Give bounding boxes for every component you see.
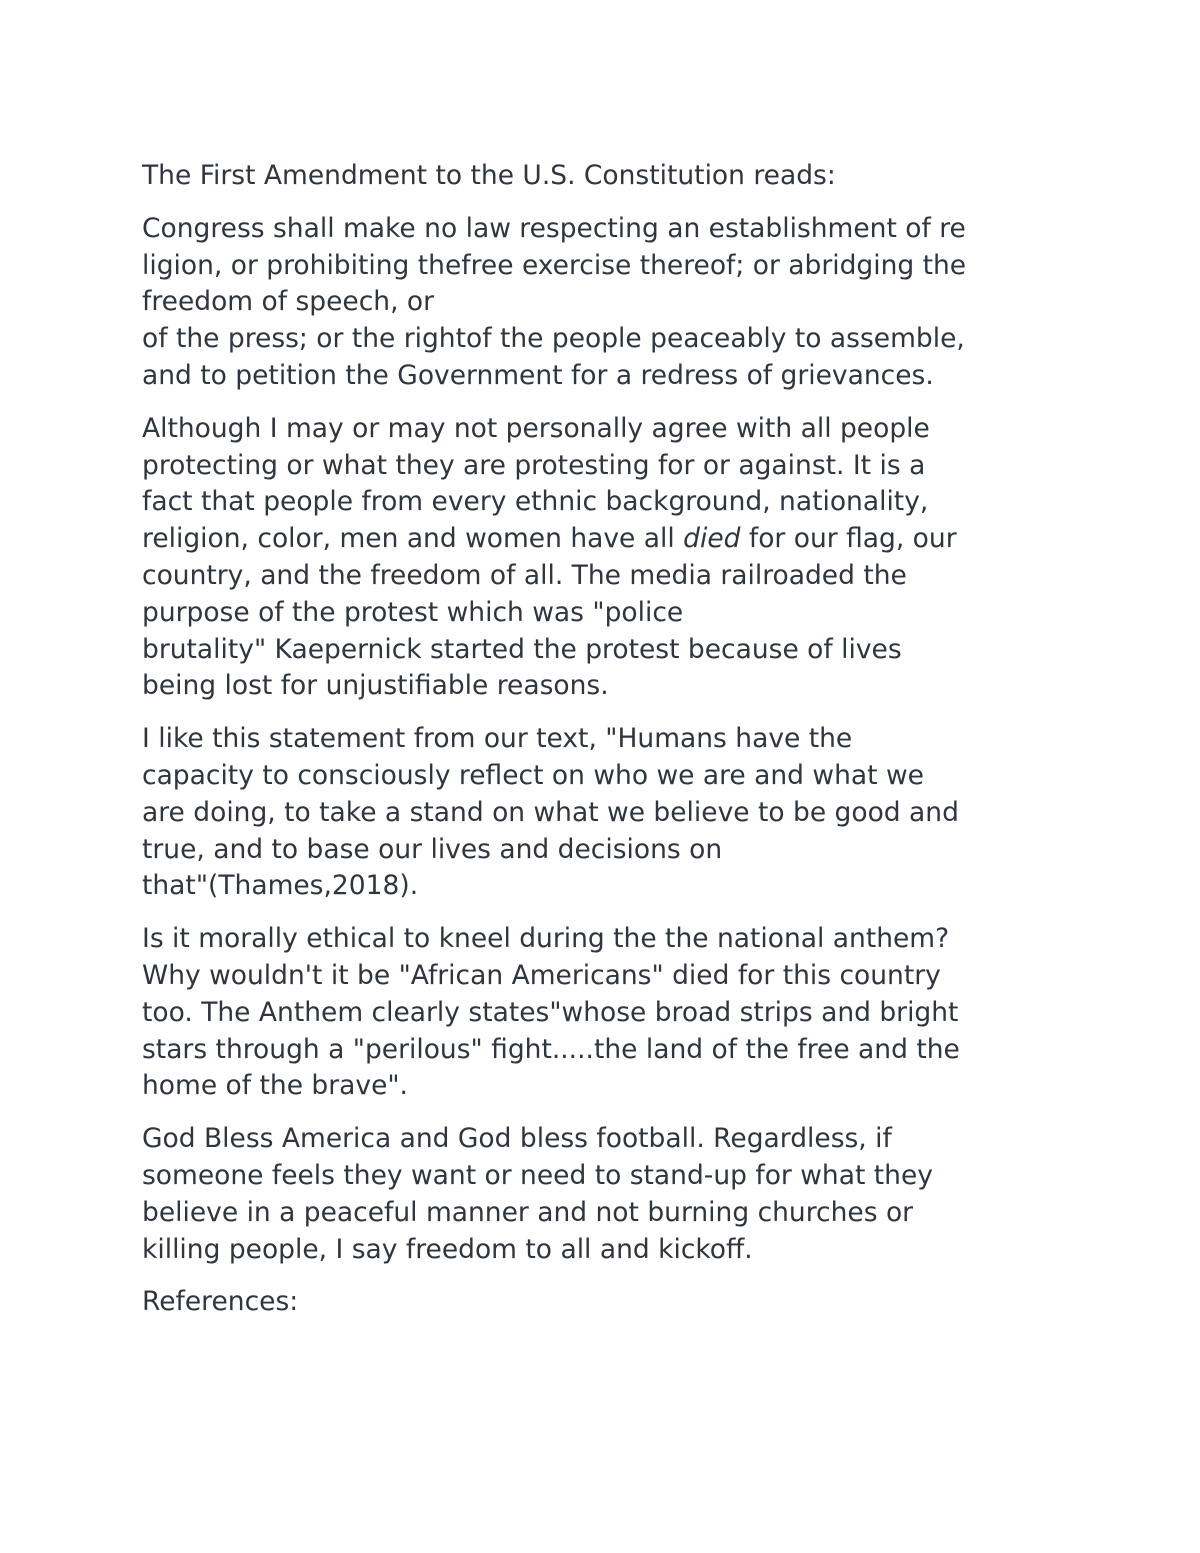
paragraph-line: true, and to base our lives and decisions on (142, 833, 723, 865)
anthem-paragraph (142, 921, 1072, 1105)
paragraph-line: believe in a peaceful manner and not burning churches or (142, 1196, 914, 1228)
paragraph-line: God Bless America and God bless football. Regardless, if (142, 1123, 892, 1155)
closing-paragraph (142, 1121, 1072, 1268)
line-text: religion, color, men and women have all (142, 523, 684, 555)
paragraph-line: fact that people from every ethnic background, nationality, (142, 486, 929, 518)
line-text: for our flag, our (740, 523, 957, 555)
references-label: References: (142, 1286, 299, 1318)
quote-line: of the press; or the rightof the people peaceably to assemble, (142, 323, 965, 355)
paragraph-line: country, and the freedom of all. The media railroaded the (142, 559, 907, 591)
paragraph-line: brutality" Kaepernick started the protest because of lives (142, 633, 902, 665)
paragraph-line: Is it morally ethical to kneel during the the national anthem? (142, 923, 950, 955)
paragraph-line: Why wouldn't it be "African Americans" died for this country (142, 959, 941, 991)
paragraph-line: killing people, I say freedom to all and kickoff. (142, 1233, 753, 1265)
paragraph-line: I like this statement from our text, "Humans have the (142, 723, 853, 755)
emphasized-word: died (683, 523, 741, 555)
quote-line: ligion, or prohibiting thefree exercise thereof; or abridging the (142, 249, 967, 281)
paragraph-line: Although I may or may not personally agree with all people (142, 412, 930, 444)
citation-paragraph (142, 721, 1072, 905)
paragraph-line: that"(Thames,2018). (142, 870, 419, 902)
references-heading (142, 1284, 1072, 1321)
paragraph-line: stars through a "perilous" fight.....the land of the free and the (142, 1033, 960, 1065)
paragraph-line: purpose of the protest which was "police (142, 596, 684, 628)
paragraph-line: home of the brave". (142, 1070, 408, 1102)
paragraph-line (142, 521, 1072, 558)
paragraph-line: being lost for unjustifiable reasons. (142, 670, 609, 702)
intro-paragraph (142, 158, 1072, 195)
paragraph-line: protecting or what they are protesting for or against. It is a (142, 449, 926, 481)
intro-line: The First Amendment to the U.S. Constitution reads: (142, 160, 836, 191)
amendment-quote-paragraph (142, 211, 1072, 395)
paragraph-line: too. The Anthem clearly states"whose broad strips and bright (142, 996, 959, 1028)
quote-line: freedom of speech, or (142, 286, 435, 318)
quote-line: and to petition the Government for a redress of grievances. (142, 359, 934, 391)
paragraph-line: capacity to consciously reflect on who we are and what we (142, 759, 924, 791)
document-body (142, 158, 1072, 1337)
paragraph-line: someone feels they want or need to stand-up for what they (142, 1159, 933, 1191)
opinion-paragraph (142, 411, 1072, 705)
paragraph-line: are doing, to take a stand on what we believe to be good and (142, 796, 959, 828)
quote-line: Congress shall make no law respecting an establishment of re (142, 212, 966, 244)
